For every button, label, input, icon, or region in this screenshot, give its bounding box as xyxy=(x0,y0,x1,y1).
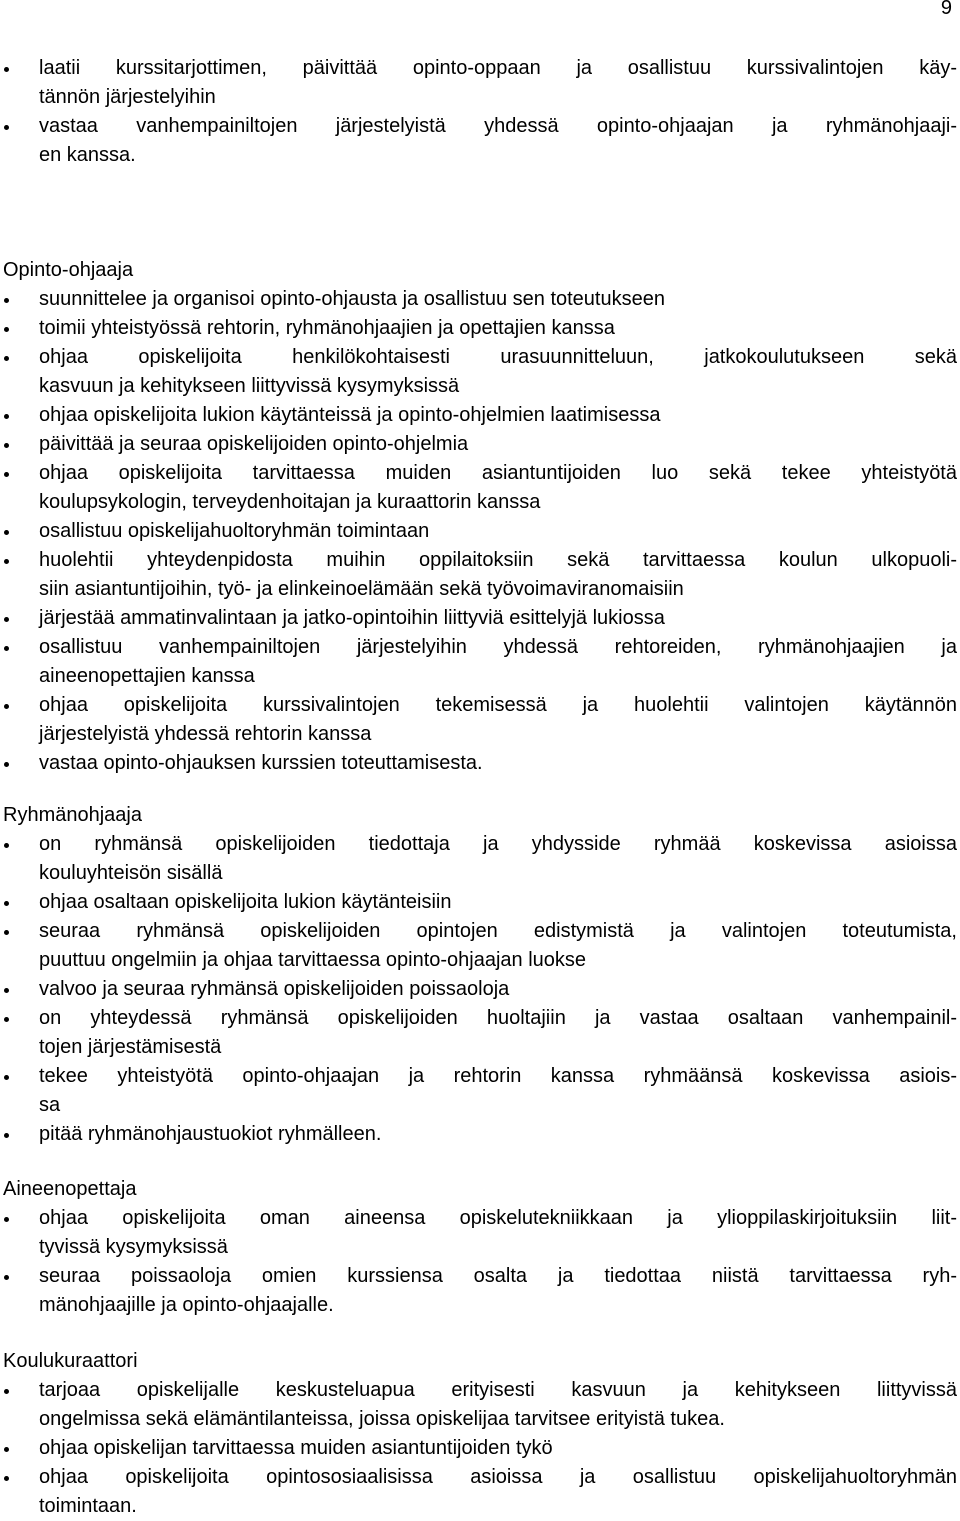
intro-bullet-list xyxy=(0,54,960,170)
list-item xyxy=(0,1376,960,1434)
section-heading: Opinto-ohjaaja xyxy=(3,259,134,281)
item-line: huolehtii yhteydenpidosta muihin oppilaitoksiin sekä tarvittaessa koulun ulkopuoli- xyxy=(39,549,957,571)
item-line: vastaa vanhempainiltojen järjestelyistä yhdessä opinto-ohjaajan ja ryhmänohjaaji- xyxy=(39,115,957,137)
section-koulukuraattori xyxy=(0,1347,960,1521)
list-item xyxy=(0,343,960,401)
list-item xyxy=(0,401,960,430)
item-line: tekee yhteistyötä opinto-ohjaajan ja rehtorin kanssa ryhmäänsä koskevissa asiois- xyxy=(39,1065,957,1087)
item-line: tojen järjestämisestä xyxy=(39,1036,222,1058)
list-item xyxy=(0,314,960,343)
item-line: pitää ryhmänohjaustuokiot ryhmälleen. xyxy=(39,1123,382,1145)
item-line: ohjaa opiskelijoita tarvittaessa muiden asiantuntijoiden luo sekä tekee yhteistyötä xyxy=(39,462,957,484)
list-item xyxy=(0,430,960,459)
bullet-list xyxy=(0,285,960,778)
list-item xyxy=(0,1262,960,1320)
item-line: toimii yhteistyössä rehtorin, ryhmänohjaajien ja opettajien kanssa xyxy=(39,317,615,339)
item-line: ohjaa opiskelijoita oman aineensa opiskelutekniikkaan ja ylioppilaskirjoituksiin liit- xyxy=(39,1207,957,1229)
list-item xyxy=(0,285,960,314)
item-line: kasvuun ja kehitykseen liittyvissä kysymyksissä xyxy=(39,375,460,397)
item-line: laatii kurssitarjottimen, päivittää opinto-oppaan ja osallistuu kurssivalintojen käy- xyxy=(39,57,957,79)
item-line: järjestää ammatinvalintaan ja jatko-opintoihin liittyviä esittelyjä lukiossa xyxy=(39,607,665,629)
item-line: on ryhmänsä opiskelijoiden tiedottaja ja yhdysside ryhmää koskevissa asioissa xyxy=(39,833,957,855)
list-item xyxy=(0,975,960,1004)
section-heading: Aineenopettaja xyxy=(3,1178,137,1200)
list-item xyxy=(0,1004,960,1062)
item-line: puuttuu ongelmiin ja ohjaa tarvittaessa opinto-ohjaajan luokse xyxy=(39,949,587,971)
page-number: 9 xyxy=(940,0,952,19)
list-item xyxy=(0,691,960,749)
list-item xyxy=(0,1434,960,1463)
list-item xyxy=(0,749,960,778)
list-item xyxy=(0,517,960,546)
list-item xyxy=(0,1463,960,1521)
item-line: järjestelyistä yhdessä rehtorin kanssa xyxy=(39,723,372,745)
list-item xyxy=(0,888,960,917)
item-line: valvoo ja seuraa ryhmänsä opiskelijoiden poissaoloja xyxy=(39,978,510,1000)
item-line: seuraa ryhmänsä opiskelijoiden opintojen edistymistä ja valintojen toteutumista, xyxy=(39,920,957,942)
item-line: päivittää ja seuraa opiskelijoiden opinto-ohjelmia xyxy=(39,433,469,455)
item-line: osallistuu vanhempainiltojen järjestelyihin yhdessä rehtoreiden, ryhmänohjaajien ja xyxy=(39,636,957,658)
list-item xyxy=(0,1204,960,1262)
item-line: en kanssa. xyxy=(39,144,136,166)
item-line: ongelmissa sekä elämäntilanteissa, joissa opiskelijaa tarvitsee erityistä tukea. xyxy=(39,1408,725,1430)
list-item xyxy=(0,112,960,170)
list-item xyxy=(0,459,960,517)
section-heading: Ryhmänohjaaja xyxy=(3,804,142,826)
item-line: ohjaa osaltaan opiskelijoita lukion käytänteisiin xyxy=(39,891,452,913)
bullet-list xyxy=(0,830,960,1149)
item-line: vastaa opinto-ohjauksen kurssien toteuttamisesta. xyxy=(39,752,483,774)
item-line: toimintaan. xyxy=(39,1495,137,1517)
item-line: on yhteydessä ryhmänsä opiskelijoiden huoltajiin ja vastaa osaltaan vanhempainil- xyxy=(39,1007,957,1029)
item-line: ohjaa opiskelijoita kurssivalintojen tekemisessä ja huolehtii valintojen käytännön xyxy=(39,694,957,716)
bullet-list xyxy=(0,1376,960,1521)
item-line: siin asiantuntijoihin, työ- ja elinkeinoelämään sekä työvoimaviranomaisiin xyxy=(39,578,684,600)
section-ryhmanohjaaja xyxy=(0,801,960,1149)
list-item xyxy=(0,830,960,888)
item-line: tarjoaa opiskelijalle keskusteluapua erityisesti kasvuun ja kehitykseen liittyvissä xyxy=(39,1379,957,1401)
item-line: ohjaa opiskelijan tarvittaessa muiden asiantuntijoiden tykö xyxy=(39,1437,553,1459)
list-item xyxy=(0,1120,960,1149)
item-line: koulupsykologin, terveydenhoitajan ja kuraattorin kanssa xyxy=(39,491,541,513)
item-line: mänohjaajille ja opinto-ohjaajalle. xyxy=(39,1294,334,1316)
item-line: suunnittelee ja organisoi opinto-ohjausta ja osallistuu sen toteutukseen xyxy=(39,288,665,310)
item-line: tännön järjestelyihin xyxy=(39,86,216,108)
list-item xyxy=(0,1062,960,1120)
list-item xyxy=(0,54,960,112)
section-aineenopettaja xyxy=(0,1175,960,1320)
item-line: ohjaa opiskelijoita henkilökohtaisesti urasuunnitteluun, jatkokoulutukseen sekä xyxy=(39,346,957,368)
list-item xyxy=(0,604,960,633)
section-heading: Koulukuraattori xyxy=(3,1350,138,1372)
item-line: tyvissä kysymyksissä xyxy=(39,1236,228,1258)
intro-section xyxy=(0,54,960,170)
section-opinto-ohjaaja xyxy=(0,256,960,778)
item-line: seuraa poissaoloja omien kurssiensa osalta ja tiedottaa niistä tarvittaessa ryh- xyxy=(39,1265,957,1287)
item-line: aineenopettajien kanssa xyxy=(39,665,255,687)
item-line: sa xyxy=(39,1094,61,1116)
list-item xyxy=(0,546,960,604)
item-line: ohjaa opiskelijoita lukion käytänteissä ja opinto-ohjelmien laatimisessa xyxy=(39,404,661,426)
bullet-list xyxy=(0,1204,960,1320)
item-line: osallistuu opiskelijahuoltoryhmän toimintaan xyxy=(39,520,430,542)
list-item xyxy=(0,917,960,975)
list-item xyxy=(0,633,960,691)
item-line: kouluyhteisön sisällä xyxy=(39,862,223,884)
item-line: ohjaa opiskelijoita opintososiaalisissa asioissa ja osallistuu opiskelijahuoltoryhmän xyxy=(39,1466,957,1488)
